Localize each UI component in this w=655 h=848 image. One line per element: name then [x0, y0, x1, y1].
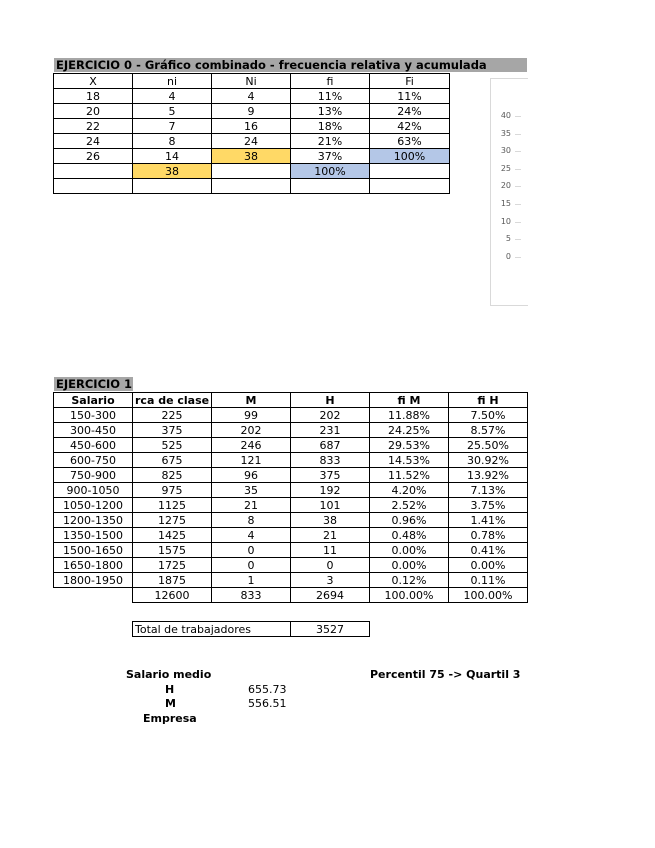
table-cell: 63%: [370, 134, 450, 149]
table-cell: 35: [212, 483, 291, 498]
total-cell: 100.00%: [370, 588, 449, 603]
table-cell: 900-1050: [54, 483, 133, 498]
table-cell: 11%: [291, 89, 370, 104]
empty-cell: [291, 179, 370, 194]
table-cell: 13%: [291, 104, 370, 119]
table-cell: 16: [212, 119, 291, 134]
y-tick-label: 5: [505, 234, 511, 244]
y-gridline: [515, 151, 521, 152]
table-cell: 1725: [133, 558, 212, 573]
table-row: [54, 453, 528, 468]
table-cell: 14.53%: [370, 453, 449, 468]
table-row: [54, 528, 528, 543]
column-header: fi M: [370, 393, 449, 408]
y-tick-label: 35: [500, 128, 511, 138]
table-cell: 0: [212, 558, 291, 573]
table-cell: 2.52%: [370, 498, 449, 513]
table-cell: 450-600: [54, 438, 133, 453]
totals-row: [54, 164, 450, 179]
table-cell: 7.50%: [449, 408, 528, 423]
table-cell: 29.53%: [370, 438, 449, 453]
table-cell: 24: [212, 134, 291, 149]
total-cell: 2694: [291, 588, 370, 603]
table-row: [54, 483, 528, 498]
table-row: [54, 513, 528, 528]
column-header: M: [212, 393, 291, 408]
total-ni: 38: [133, 164, 212, 179]
table-cell: 1875: [133, 573, 212, 588]
table-cell: 25.50%: [449, 438, 528, 453]
empty-cell: [370, 164, 450, 179]
column-header: H: [291, 393, 370, 408]
table-cell: 0: [291, 558, 370, 573]
empty-row: [54, 179, 450, 194]
column-header: Ni: [212, 74, 291, 89]
table-cell: 18%: [291, 119, 370, 134]
table-row: [54, 558, 528, 573]
table-cell: 24%: [370, 104, 450, 119]
table-cell: 24.25%: [370, 423, 449, 438]
y-gridline: [515, 186, 521, 187]
table-cell: 4: [133, 89, 212, 104]
total-cell: 12600: [133, 588, 212, 603]
column-header: ni: [133, 74, 212, 89]
table-cell: 1650-1800: [54, 558, 133, 573]
column-header: Fi: [370, 74, 450, 89]
ex0-table: [53, 73, 450, 194]
table-cell: 0.48%: [370, 528, 449, 543]
y-tick-label: 25: [500, 163, 511, 173]
y-gridline: [515, 239, 521, 240]
m-value: 556.51: [248, 697, 287, 710]
table-header-row: [54, 74, 450, 89]
table-cell: 0.96%: [370, 513, 449, 528]
table-cell: 42%: [370, 119, 450, 134]
table-cell: 0.41%: [449, 543, 528, 558]
y-gridline: [515, 204, 521, 205]
m-label: M: [165, 697, 176, 710]
table-cell: 21: [291, 528, 370, 543]
empty-cell: [54, 164, 133, 179]
y-tick-label: 0: [505, 251, 511, 261]
table-cell: 0.11%: [449, 573, 528, 588]
total-fi: 100%: [291, 164, 370, 179]
table-cell: 26: [54, 149, 133, 164]
table-cell: 0: [212, 543, 291, 558]
total-cell: 833: [212, 588, 291, 603]
table-cell: 1425: [133, 528, 212, 543]
table-cell: 0.00%: [370, 543, 449, 558]
total-cell: 100.00%: [449, 588, 528, 603]
table-cell: 0.12%: [370, 573, 449, 588]
table-cell: 0.00%: [370, 558, 449, 573]
table-cell: 4: [212, 528, 291, 543]
table-cell: 101: [291, 498, 370, 513]
table-header-row: [54, 393, 528, 408]
empty-cell: [133, 179, 212, 194]
table-cell: 24: [54, 134, 133, 149]
column-header: X: [54, 74, 133, 89]
table-cell: 11%: [370, 89, 450, 104]
table-cell: 121: [212, 453, 291, 468]
table-cell: 0.00%: [449, 558, 528, 573]
total-trabajadores-label: Total de trabajadores: [133, 622, 291, 637]
table-row: [54, 119, 450, 134]
total-trabajadores-row: [132, 621, 370, 637]
table-cell: 687: [291, 438, 370, 453]
table-row: [54, 498, 528, 513]
table-cell: 600-750: [54, 453, 133, 468]
table-cell: 14: [133, 149, 212, 164]
table-cell: 38: [291, 513, 370, 528]
table-cell: 8: [212, 513, 291, 528]
table-cell: 1.41%: [449, 513, 528, 528]
table-cell: 1275: [133, 513, 212, 528]
y-gridline: [515, 116, 521, 117]
table-cell: 825: [133, 468, 212, 483]
table-cell: 1575: [133, 543, 212, 558]
y-tick-label: 15: [500, 199, 511, 208]
totals-row: [54, 588, 528, 603]
ex1-title: EJERCICIO 1: [56, 377, 133, 391]
empresa-label: Empresa: [143, 712, 197, 725]
table-row: [54, 468, 528, 483]
table-cell: 38: [212, 149, 291, 164]
table-cell: 0.78%: [449, 528, 528, 543]
column-header: fi: [291, 74, 370, 89]
h-label: H: [165, 683, 175, 696]
table-cell: 11: [291, 543, 370, 558]
table-cell: 1500-1650: [54, 543, 133, 558]
table-cell: 150-300: [54, 408, 133, 423]
ex0-title: EJERCICIO 0 - Gráfico combinado - frecuencia relativa y acumulada: [54, 58, 527, 72]
table-cell: 225: [133, 408, 212, 423]
table-cell: 300-450: [54, 423, 133, 438]
empty-cell: [54, 179, 133, 194]
table-row: [54, 573, 528, 588]
table-cell: 13.92%: [449, 468, 528, 483]
table-cell: 1125: [133, 498, 212, 513]
y-gridline: [515, 169, 521, 170]
table-cell: 21%: [291, 134, 370, 149]
table-cell: 1200-1350: [54, 513, 133, 528]
table-cell: 1800-1950: [54, 573, 133, 588]
table-cell: 375: [291, 468, 370, 483]
table-cell: 1350-1500: [54, 528, 133, 543]
table-cell: 750-900: [54, 468, 133, 483]
y-gridline: [515, 222, 521, 223]
table-cell: 9: [212, 104, 291, 119]
table-row: [54, 438, 528, 453]
table-cell: 231: [291, 423, 370, 438]
table-row: [54, 134, 450, 149]
table-cell: 21: [212, 498, 291, 513]
table-cell: 5: [133, 104, 212, 119]
table-row: [54, 149, 450, 164]
table-cell: 975: [133, 483, 212, 498]
y-gridline: [515, 257, 521, 258]
empty-cell: [212, 164, 291, 179]
table-row: [54, 408, 528, 423]
table-cell: 8.57%: [449, 423, 528, 438]
table-cell: 202: [212, 423, 291, 438]
table-cell: 20: [54, 104, 133, 119]
table-cell: 4.20%: [370, 483, 449, 498]
table-cell: 11.52%: [370, 468, 449, 483]
ex1-table: [53, 392, 528, 603]
table-cell: 7: [133, 119, 212, 134]
table-cell: 7.13%: [449, 483, 528, 498]
table-cell: 525: [133, 438, 212, 453]
empty-cell: [370, 179, 450, 194]
table-cell: 375: [133, 423, 212, 438]
table-cell: 30.92%: [449, 453, 528, 468]
y-tick-label: 20: [500, 181, 511, 191]
table-cell: 1050-1200: [54, 498, 133, 513]
y-tick-label: 30: [500, 146, 511, 156]
table-cell: 4: [212, 89, 291, 104]
table-cell: 833: [291, 453, 370, 468]
table-row: [54, 104, 450, 119]
table-cell: 3: [291, 573, 370, 588]
table-cell: 96: [212, 468, 291, 483]
empty-cell: [54, 588, 133, 603]
table-cell: 8: [133, 134, 212, 149]
ex0-chart: [490, 78, 528, 306]
table-cell: 3.75%: [449, 498, 528, 513]
column-header: rca de clase: [133, 393, 212, 408]
y-tick-label: 10: [500, 216, 511, 226]
table-cell: 202: [291, 408, 370, 423]
table-row: [54, 423, 528, 438]
table-cell: 99: [212, 408, 291, 423]
table-cell: 192: [291, 483, 370, 498]
salario-medio-label: Salario medio: [126, 668, 212, 681]
table-cell: 1: [212, 573, 291, 588]
table-cell: 100%: [370, 149, 450, 164]
table-cell: 37%: [291, 149, 370, 164]
empty-cell: [212, 179, 291, 194]
table-cell: 11.88%: [370, 408, 449, 423]
table-row: [54, 89, 450, 104]
y-tick-label: 40: [500, 111, 511, 120]
table-row: [54, 543, 528, 558]
y-gridline: [515, 134, 521, 135]
table-cell: 246: [212, 438, 291, 453]
column-header: Salario: [54, 393, 133, 408]
h-value: 655.73: [248, 683, 287, 696]
total-trabajadores-value: 3527: [291, 622, 370, 637]
percentil-label: Percentil 75 -> Quartil 3: [370, 668, 521, 681]
column-header: fi H: [449, 393, 528, 408]
table-cell: 22: [54, 119, 133, 134]
table-cell: 18: [54, 89, 133, 104]
table-cell: 675: [133, 453, 212, 468]
